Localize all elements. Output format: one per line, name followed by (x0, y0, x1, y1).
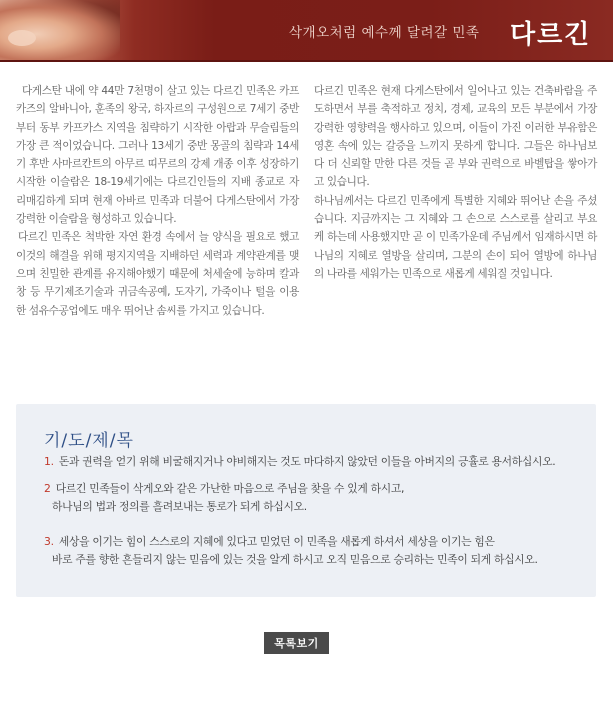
prayer-item (44, 453, 555, 471)
header-divider (0, 60, 613, 62)
article-paragraph: 하나님께서는 다르긴 민족에게 특별한 지혜와 뛰어난 손을 주셨습니다. 지금까지는 그 지혜와 그 손으로 스스로를 살리고 부요케 하는데 사용했지만 곧 이 민족가운데 주님께서 임재하시면 하나님의 지혜로 열방을 살리며, 그분의 손이 되어 열방에 하나님의 나라를 세워가는 민족으로 새롭게 세워질 것입니다. (314, 194, 597, 280)
article-paragraph: 다게스탄 내에 약 44만 7천명이 살고 있는 다르긴 민족은 카프카즈의 알바니아, 훈족의 왕국, 하자르의 구성원으로 7세기 중반부터 동부 카프카스 지역을 침략하기 시작한 아랍과 무슬림들의 가장 큰 적이었습니다. 그러나 13세기 중반 몽골의 침략과 14세기 후반 사마르칸트의 아무르 띠무르의 강제 개종 이후 성장하기 시작한 이슬람은 18-19세기에는 다르긴인들의 지배 종교로 자리매김하게 되며 현재 아바르 민족과 더불어 다게스탄에서 가장 강력한 이슬람을 형성하고 있습니다. (16, 85, 299, 226)
prayer-topics-box (16, 404, 596, 597)
prayer-text-continued: 하나님의 법과 정의를 흘려보내는 통로가 되게 하십시오. (52, 500, 307, 513)
people-group-title: 다르긴 (510, 20, 592, 50)
prayer-number: 1. (44, 455, 54, 468)
prayer-item (44, 533, 538, 569)
prayer-text: 세상을 이기는 힘이 스스로의 지혜에 있다고 믿었던 이 민족을 새롭게 하셔서 세상을 이기는 힘은 (58, 535, 495, 548)
prayer-text: 다르긴 민족들이 삭게오와 같은 가난한 마음으로 주님을 찾을 수 있게 하시고, (55, 482, 405, 495)
article-paragraph: 다르긴 민족은 척박한 자연 환경 속에서 늘 양식을 필요로 했고 이것의 해결을 위해 평지지역을 지배하던 세력과 계약관계를 맺으며 친밀한 관계를 유지해야했기 때문에 처세술에 능하며 칼과 창 등 무기제조기술과 귀금속공예, 도자기, 가죽이나 털을 이용한 섬유수공업에도 매우 뛰어난 솜씨를 가지고 있습니다. (16, 231, 299, 317)
prayer-number: 3. (44, 535, 54, 548)
header-slogan: 삭개오처럼 예수께 달려갈 민족 (289, 25, 480, 41)
prayer-item (44, 480, 404, 516)
prayer-text: 돈과 권력을 얻기 위해 비굴해지거나 야비해지는 것도 마다하지 않았던 이들을 아버지의 긍휼로 용서하십시오. (58, 455, 556, 468)
child-photo (0, 0, 120, 62)
header-banner (0, 0, 613, 62)
prayer-title: 기/도/제/목 (44, 431, 134, 451)
article-paragraph: 다르긴 민족은 현재 다게스탄에서 일어나고 있는 건축바람을 주도하면서 부를 축적하고 정치, 경제, 교육의 모든 부분에서 가장 강력한 영향력을 행사하고 있으며, 이들이 가진 이러한 부유함은 영혼 속에 있는 갈증을 느끼지 못하게 합니다. 그들은 하나님보다 더 신뢰할 만한 다른 것들 곧 부와 권력으로 바벨탑을 쌓아가고 있습니다. (314, 85, 597, 189)
prayer-text-continued: 바로 주를 향한 흔들리지 않는 믿음에 있는 것을 알게 하시고 오직 믿음으로 승리하는 민족이 되게 하십시오. (52, 553, 538, 566)
prayer-number: 2 (44, 482, 51, 495)
article-left-column (16, 82, 299, 320)
list-view-button[interactable]: 목록보기 (264, 632, 329, 654)
article-right-column (314, 82, 597, 283)
